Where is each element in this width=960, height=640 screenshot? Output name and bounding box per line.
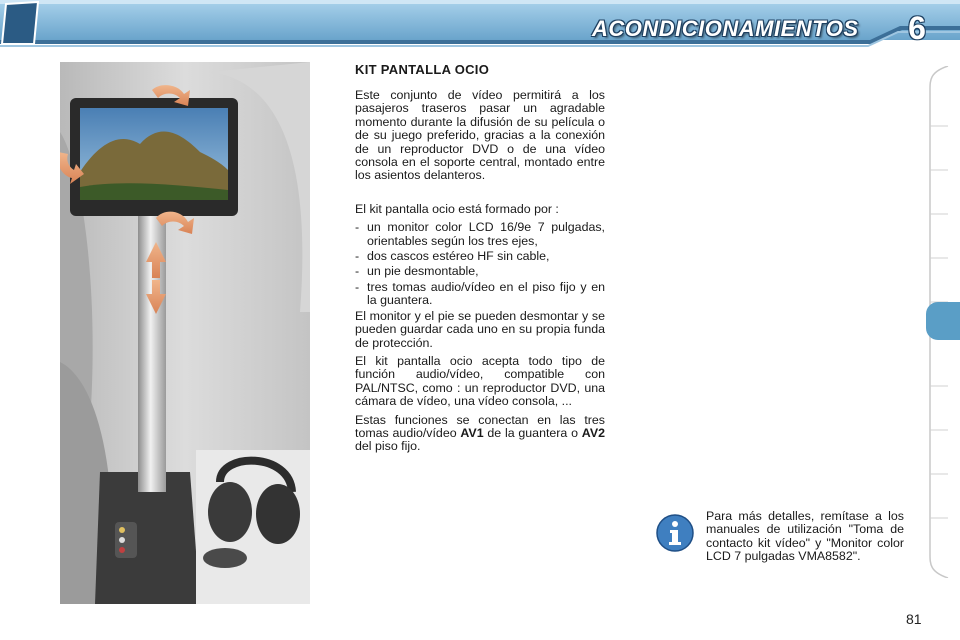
connect-text-mid: de la guantera o [487, 425, 578, 440]
av2-label: AV2 [581, 425, 605, 440]
connect-text-post: del piso fijo. [355, 439, 421, 454]
connect-paragraph [355, 414, 605, 454]
list-item [355, 250, 605, 263]
storage-paragraph: El monitor y el pie se pueden desmontar y se pueden guardar cada uno en su propia funda de protección. [355, 308, 605, 350]
list-item-text: dos cascos estéreo HF sin cable, [367, 249, 550, 264]
page-number: 81 [906, 611, 922, 627]
intro-paragraph: Este conjunto de vídeo permitirá a los pasajeros traseros pasar un agradable momento durante la difusión de su película o de su juego preferido, gracias a la conexión de un reproductor DVD o de una vídeo consola en el soporte central, montado entre los asientos delanteros. [355, 88, 605, 183]
av1-label: AV1 [460, 425, 484, 440]
kit-items-list [355, 221, 605, 307]
list-item-text: un pie desmontable, [367, 264, 479, 279]
info-text: Para más detalles, remítase a los manuales de utilización "Toma de contacto kit vídeo" y "Monitor color LCD 7 pulgadas VMA8582". [706, 509, 904, 564]
chapter-number: 6 [908, 10, 926, 46]
list-item [355, 281, 605, 308]
list-item [355, 265, 605, 278]
chapter-badge-shape [0, 0, 40, 46]
list-item-text: un monitor color LCD 16/9e 7 pulgadas, orientables según los tres ejes, [367, 220, 605, 248]
list-item-text: tres tomas audio/vídeo en el piso fijo y en la guantera. [367, 279, 605, 308]
active-chapter-tab[interactable] [926, 302, 960, 340]
connect-text-pre: Estas funciones se conectan en las tres tomas audio/vídeo [355, 412, 605, 440]
monitor-kit-photo [60, 62, 310, 604]
chapter-title: ACONDICIONAMIENTOS [592, 16, 859, 41]
section-title: KIT PANTALLA OCIO [355, 62, 490, 77]
kit-intro-paragraph: El kit pantalla ocio está formado por : [355, 201, 559, 216]
list-dash: - [355, 249, 360, 264]
kit-pantalla-section [355, 62, 605, 466]
info-icon [656, 514, 694, 552]
list-dash: - [355, 279, 360, 294]
compat-paragraph: El kit pantalla ocio acepta todo tipo de función audio/vídeo, compatible con PAL/NTSC, como : un reproductor DVD, una cámara de vídeo, una vídeo consola, ... [355, 353, 605, 409]
list-dash: - [355, 264, 360, 279]
list-dash: - [355, 220, 360, 235]
chapter-header [0, 0, 960, 56]
list-item [355, 221, 605, 248]
